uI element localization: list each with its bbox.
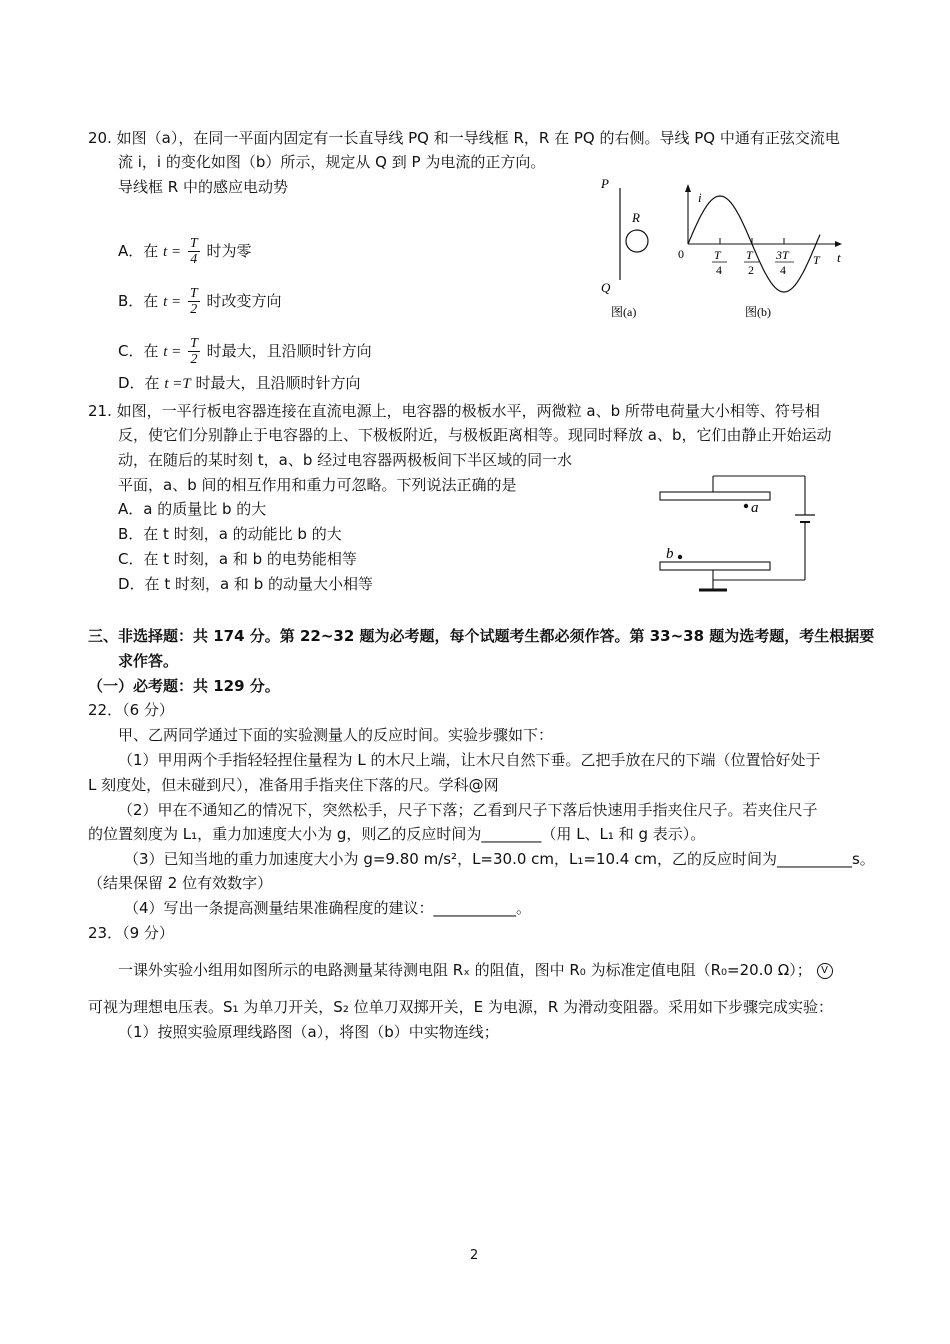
q22-heading: 22．（6 分） (88, 701, 174, 719)
q20-figure (595, 170, 855, 325)
q20-option-c-label: C．在 (118, 342, 159, 360)
q23-line3: （1）按照实验原理线路图（a），将图（b）中实物连线； (118, 1023, 499, 1041)
particle-a (744, 504, 748, 508)
tick-t2-den: 2 (748, 263, 754, 277)
q22-line2: （1）甲用两个手指轻轻捏住量程为 L 的木尺上端，让木尺自然下垂。乙把手放在尺的下端（位置恰好处于 (118, 751, 821, 769)
tick-t2-num: T (746, 248, 753, 262)
voltmeter-icon: V (817, 963, 833, 979)
label-r: R (632, 210, 640, 225)
q20-option-a-t: t = (163, 244, 182, 260)
q22-line7: （结果保留 2 位有效数字） (88, 874, 273, 892)
tick-t34-den: 4 (780, 263, 786, 277)
q21-option-b: B．在 t 时刻，a 的动能比 b 的大 (118, 525, 342, 543)
loop-r (626, 230, 648, 252)
label-q: Q (601, 280, 611, 295)
axis-i: i (698, 190, 702, 205)
q20-option-b (118, 286, 282, 317)
q20-figure-a (600, 176, 648, 319)
q20-option-d-t: t =T (164, 376, 191, 392)
upper-plate (660, 492, 770, 500)
q22-line4: （2）甲在不通知乙的情况下，突然松手，尺子下落；乙看到尺子下落后快速用手指夹住尺子。若夹住尺子 (118, 801, 818, 819)
q22-line1: 甲、乙两同学通过下面的实验测量人的反应时间。实验步骤如下： (118, 726, 554, 744)
q20-option-b-label: B．在 (118, 292, 159, 310)
q21-option-d: D．在 t 时刻，a 和 b 的动量大小相等 (118, 575, 373, 593)
q21-stem-line4: 平面，a、b 间的相互作用和重力可忽略。下列说法正确的是 (118, 476, 517, 494)
q20-option-a-text: 时为零 (206, 242, 252, 260)
q23-line2: 可视为理想电压表。S₁ 为单刀开关，S₂ 位单刀双掷开关，E 为电源，R 为滑动变阻器。采用如下步骤完成实验： (88, 998, 834, 1016)
section3-line3: （一）必考题：共 129 分。 (88, 677, 280, 695)
q21-stem-line2: 反，使它们分别静止于电容器的上、下极板附近，与极板距离相等。现同时释放 a、b，它们由静止开始运动 (118, 426, 832, 444)
lower-plate (660, 562, 770, 570)
tick-t: T (813, 253, 820, 267)
q20-option-d (118, 373, 361, 394)
q20-option-b-frac: $\frac{T}{2}$ (189, 286, 198, 317)
q22-line8: （4）写出一条提高测量结果准确程度的建议：___________。 (124, 899, 532, 917)
tick-t4-den: 4 (716, 263, 722, 277)
q21-stem-line1: 21. 如图，一平行板电容器连接在直流电源上，电容器的极板水平，两微粒 a、b 所带电荷量大小相等、符号相 (88, 402, 820, 420)
page-number: 2 (470, 1248, 479, 1263)
q20-option-c-frac: $\frac{T}{2}$ (190, 336, 198, 367)
label-b: b (666, 546, 674, 562)
q20-stem-line2: 流 i，i 的变化如图（b）所示，规定从 Q 到 P 为电流的正方向。 (118, 153, 546, 171)
caption-a: 图(a) (611, 305, 637, 319)
label-a: a (751, 500, 759, 516)
q22-line6: （3）已知当地的重力加速度大小为 g=9.80 m/s²，L=30.0 cm，L₁=10.4 cm，乙的反应时间为__________s。 (124, 850, 875, 868)
section3-line1: 三、非选择题：共 174 分。第 22~32 题为必考题，每个试题考生都必须作答。第 33~38 题为选考题，考生根据要 (88, 627, 875, 645)
q21-capacitor-figure (655, 470, 825, 595)
q20-option-d-text: 时最大，且沿顺时针方向 (195, 374, 361, 392)
q21-option-a: A．a 的质量比 b 的大 (118, 500, 267, 518)
q22-line5: 的位置刻度为 L₁，重力加速度大小为 g，则乙的反应时间为________（用 L、L₁ 和 g 表示）。 (88, 825, 706, 843)
q21-option-c: C．在 t 时刻，a 和 b 的电势能相等 (118, 550, 357, 568)
axis-t: t (837, 250, 841, 265)
q23-line1-text: 一课外实验小组用如图所示的电路测量某待测电阻 Rₓ 的阻值，图中 R₀ 为标准定值电阻（R₀=20.0 Ω）； (118, 961, 812, 979)
tick-t4-num: T (714, 248, 721, 262)
q20-figure-b (678, 184, 842, 319)
origin-zero: 0 (678, 247, 684, 261)
q20-option-a (118, 236, 251, 267)
q22-line3: L 刻度处，但未碰到尺），准备用手指夹住下落的尺。学科@网 (88, 776, 499, 794)
section3-line2: 求作答。 (118, 652, 179, 670)
q20-option-b-text: 时改变方向 (206, 292, 282, 310)
q20-option-c-text: 时最大，且沿顺时针方向 (206, 342, 372, 360)
q20-option-d-label: D．在 (118, 374, 160, 392)
q20-stem-line1: 20. 如图（a），在同一平面内固定有一长直导线 PQ 和一导线框 R，R 在 PQ 的右侧。导线 PQ 中通有正弦交流电 (88, 129, 840, 147)
q20-option-c-t: t = (163, 344, 182, 360)
caption-b: 图(b) (745, 305, 771, 319)
particle-b (678, 555, 682, 559)
tick-t34-num: 3T (776, 248, 789, 262)
q20-option-a-frac: $\frac{T}{4}$ (189, 236, 198, 267)
q21-stem-line3: 动，在随后的某时刻 t，a、b 经过电容器两极板间下半区域的同一水 (118, 451, 573, 469)
q23-line1 (118, 960, 833, 980)
q20-option-a-label: A．在 (118, 242, 159, 260)
q20-stem-line3: 导线框 R 中的感应电动势 (118, 178, 288, 196)
q23-heading: 23．（9 分） (88, 924, 174, 942)
label-p: P (601, 176, 609, 191)
q20-option-b-t: t = (163, 294, 182, 310)
q20-option-c (118, 336, 372, 367)
